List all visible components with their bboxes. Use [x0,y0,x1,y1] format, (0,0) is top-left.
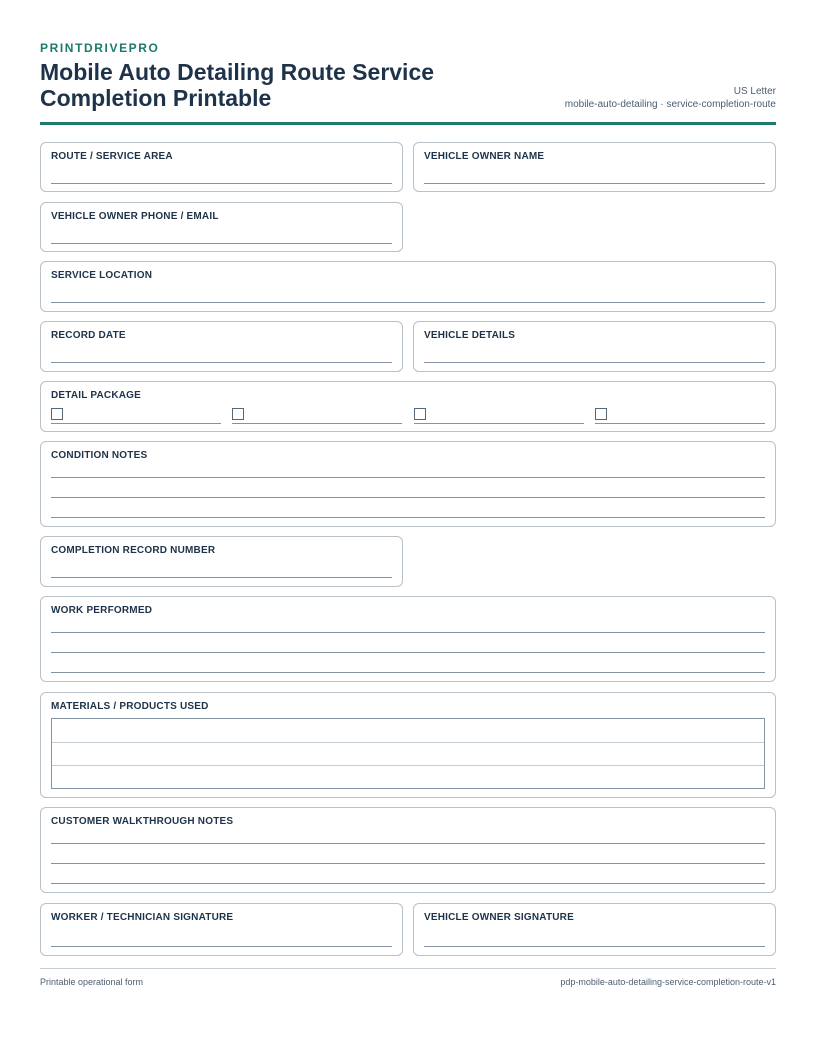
vehicle-owner-name-label: VEHICLE OWNER NAME [424,151,545,162]
record-date-field [40,321,403,372]
vehicle-owner-contact-label: VEHICLE OWNER PHONE / EMAIL [51,211,219,222]
route-service-area-field [40,142,403,192]
detail-package-option-4[interactable] [595,408,765,424]
route-service-area-input-line[interactable] [51,183,392,184]
option-write-line[interactable] [232,423,402,424]
worker-signature-line[interactable] [51,946,392,947]
vehicle-owner-signature-line[interactable] [424,946,765,947]
checkbox[interactable] [414,408,426,420]
customer-walkthrough-notes-label: CUSTOMER WALKTHROUGH NOTES [51,816,234,827]
page-title: Mobile Auto Detailing Route Service Completion Printable [40,59,435,111]
checkbox[interactable] [51,408,63,420]
condition-notes-line-2[interactable] [51,497,765,498]
worker-signature-field [40,903,403,956]
work-performed-line-2[interactable] [51,652,765,653]
detail-package-label: DETAIL PACKAGE [51,390,142,401]
option-write-line[interactable] [51,423,221,424]
condition-notes-field [40,441,776,527]
customer-walkthrough-line-3[interactable] [51,883,765,884]
materials-products-field [40,692,776,798]
detail-package-option-1[interactable] [51,408,221,424]
route-service-area-label: ROUTE / SERVICE AREA [51,151,173,162]
form-slug: mobile-auto-detailing · service-completion-route [564,99,776,110]
completion-record-number-input-line[interactable] [51,577,392,578]
materials-table [51,718,765,789]
detail-package-field [40,381,776,432]
detail-package-option-2[interactable] [232,408,402,424]
materials-products-label: MATERIALS / PRODUCTS USED [51,701,209,712]
paper-size: US Letter [733,86,776,97]
completion-record-number-field [40,536,403,587]
footer-form-id: pdp-mobile-auto-detailing-service-completion-route-v1 [560,977,776,987]
vehicle-owner-contact-input-line[interactable] [51,243,392,244]
condition-notes-line-1[interactable] [51,477,765,478]
detail-package-option-3[interactable] [414,408,584,424]
materials-row-divider [52,742,764,743]
record-date-input-line[interactable] [51,362,392,363]
service-location-input-line[interactable] [51,302,765,303]
materials-row-divider [52,765,764,766]
footer-rule [40,968,776,969]
header-rule [40,122,776,125]
vehicle-owner-signature-field [413,903,776,956]
vehicle-details-field [413,321,776,372]
service-location-field [40,261,776,312]
vehicle-owner-signature-label: VEHICLE OWNER SIGNATURE [424,912,574,923]
work-performed-field [40,596,776,682]
condition-notes-label: CONDITION NOTES [51,450,148,461]
option-write-line[interactable] [414,423,584,424]
worker-signature-label: WORKER / TECHNICIAN SIGNATURE [51,912,234,923]
customer-walkthrough-line-1[interactable] [51,843,765,844]
vehicle-owner-contact-field [40,202,403,252]
vehicle-owner-name-input-line[interactable] [424,183,765,184]
footer-left-text: Printable operational form [40,977,144,987]
option-write-line[interactable] [595,423,765,424]
record-date-label: RECORD DATE [51,330,126,341]
work-performed-label: WORK PERFORMED [51,605,153,616]
brand-name: PRINTDRIVEPRO [40,41,160,55]
vehicle-details-label: VEHICLE DETAILS [424,330,516,341]
vehicle-owner-name-field [413,142,776,192]
work-performed-line-1[interactable] [51,632,765,633]
customer-walkthrough-line-2[interactable] [51,863,765,864]
completion-record-number-label: COMPLETION RECORD NUMBER [51,545,216,556]
customer-walkthrough-notes-field [40,807,776,893]
checkbox[interactable] [595,408,607,420]
document-meta [565,85,776,111]
vehicle-details-input-line[interactable] [424,362,765,363]
checkbox[interactable] [232,408,244,420]
service-location-label: SERVICE LOCATION [51,270,153,281]
condition-notes-line-3[interactable] [51,517,765,518]
work-performed-line-3[interactable] [51,672,765,673]
